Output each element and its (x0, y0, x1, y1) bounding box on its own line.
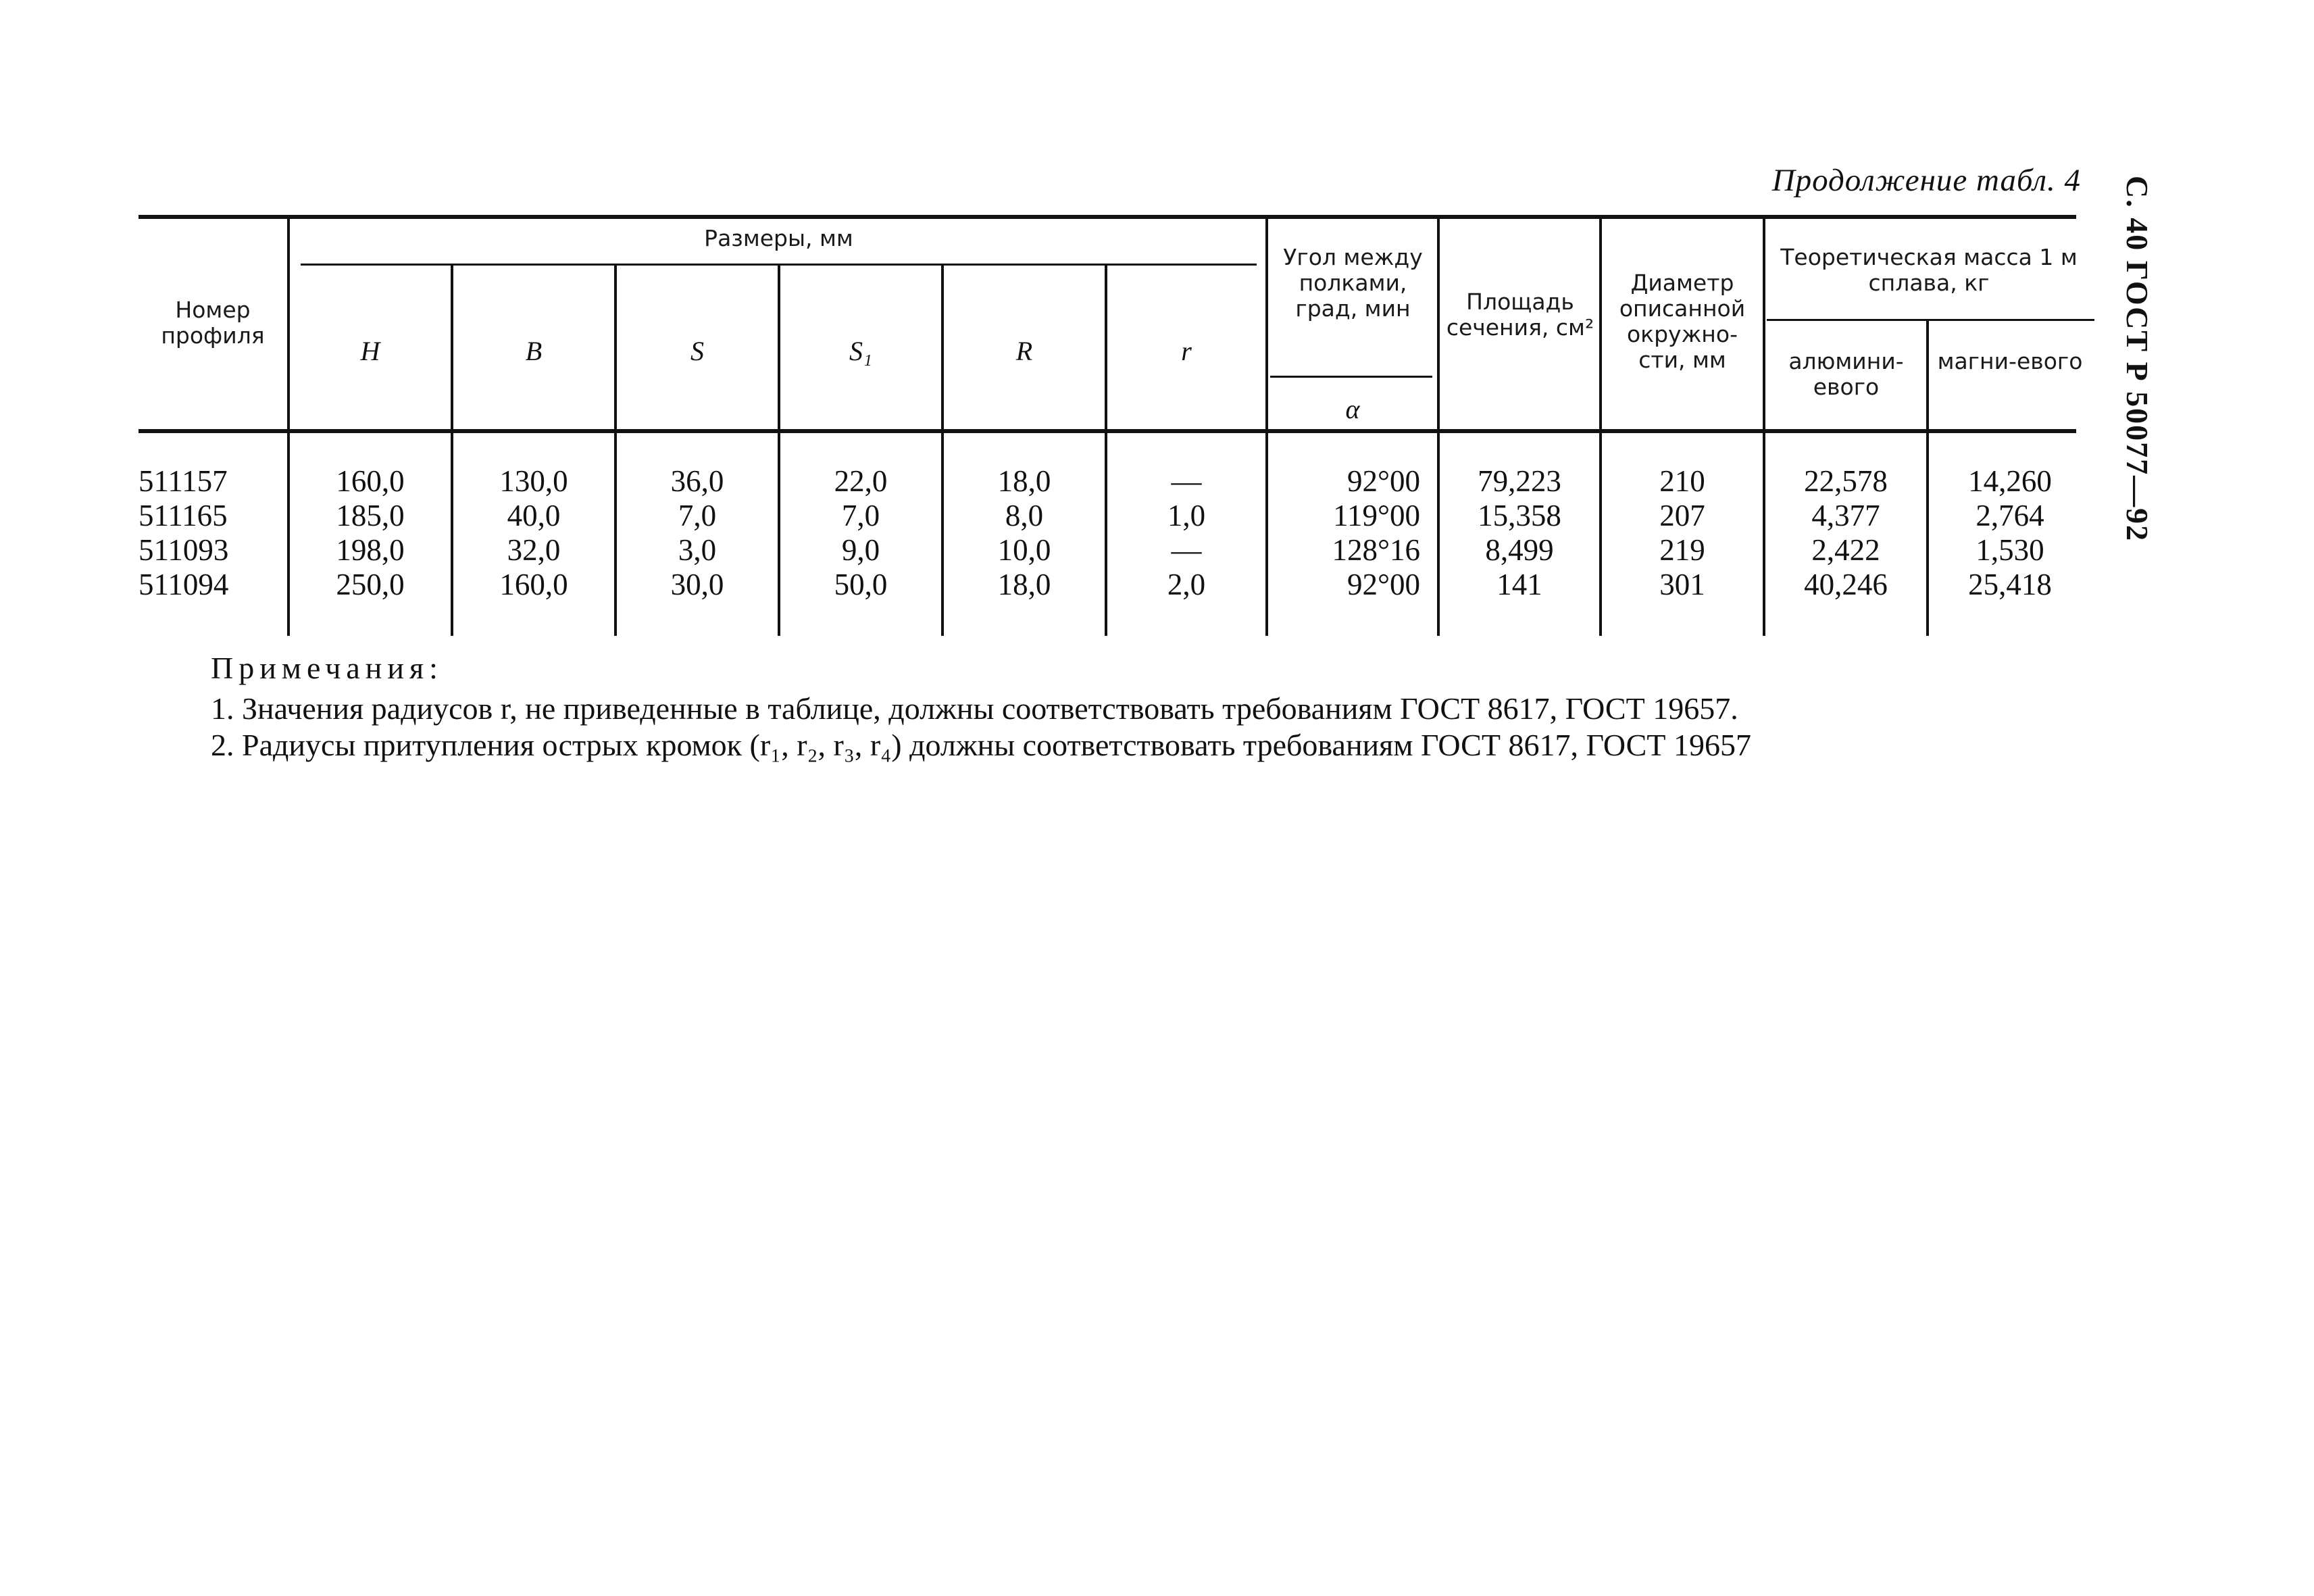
cell-mass-al: 40,246 (1804, 568, 1888, 601)
header-diameter: Диаметр описанной окружно-сти, мм (1619, 270, 1746, 373)
header-B: B (525, 336, 543, 366)
cell-R: 18,0 (997, 568, 1051, 601)
table-top-rule (139, 215, 2076, 219)
header-R: R (1015, 336, 1033, 366)
cell-S: 3,0 (678, 533, 717, 567)
header-H: H (360, 336, 380, 366)
cell-mass-mg: 25,418 (1968, 568, 2052, 601)
cell-B: 32,0 (507, 533, 561, 567)
cell-area: 141 (1496, 568, 1542, 601)
cell-S1: 7,0 (841, 499, 880, 532)
header-mass-aluminium: алюмини-евого (1788, 348, 1904, 400)
cell-profile: 511165 (139, 499, 228, 532)
cell-H: 185,0 (336, 499, 405, 532)
column-divider (1926, 321, 1929, 429)
cell-angle: 92°00 (1347, 568, 1420, 601)
cell-angle: 128°16 (1332, 533, 1420, 567)
header-bottom-rule (139, 429, 2076, 433)
cell-r: 1,0 (1167, 499, 1206, 532)
cell-S1: 9,0 (841, 533, 880, 567)
header-angle: Угол между полками, град, мин (1283, 244, 1423, 322)
column-divider (1437, 219, 1440, 429)
cell-area: 8,499 (1485, 533, 1554, 567)
cell-S: 36,0 (670, 464, 724, 498)
cell-profile: 511094 (139, 568, 229, 601)
cell-B: 160,0 (499, 568, 568, 601)
cell-S1: 22,0 (834, 464, 888, 498)
cell-diameter: 301 (1659, 568, 1705, 601)
header-mass-magnesium: магни-евого (1937, 348, 2083, 374)
header-S: S (690, 336, 704, 366)
cell-B: 40,0 (507, 499, 561, 532)
cell-S1: 50,0 (834, 568, 888, 601)
note-item-2: 2. Радиусы притупления острых кромок (r₁, r₂, r₃, r₄) должны соответствовать требованиям ГОСТ 8617, ГОСТ 19657 (211, 728, 1751, 762)
cell-diameter: 207 (1659, 499, 1705, 532)
cell-mass-mg: 14,260 (1968, 464, 2052, 498)
header-S1: S₁ (849, 336, 872, 366)
cell-diameter: 219 (1659, 533, 1705, 567)
cell-angle: 92°00 (1347, 464, 1420, 498)
header-angle-symbol: α (1345, 394, 1360, 424)
cell-R: 10,0 (997, 533, 1051, 567)
cell-mass-al: 2,422 (1811, 533, 1880, 567)
header-mass-group: Теоретическая масса 1 м сплава, кг (1780, 244, 2078, 296)
cell-profile: 511093 (139, 533, 229, 567)
cell-mass-mg: 1,530 (1976, 533, 2044, 567)
cell-area: 79,223 (1478, 464, 1561, 498)
page-side-label: С. 40 ГОСТ Р 50077—92 (2120, 176, 2155, 543)
cell-mass-al: 4,377 (1811, 499, 1880, 532)
header-r: r (1181, 336, 1192, 366)
column-divider (1763, 219, 1765, 429)
cell-R: 8,0 (1005, 499, 1044, 532)
cell-r: — (1171, 464, 1202, 498)
cell-angle: 119°00 (1333, 499, 1420, 532)
cell-S: 30,0 (670, 568, 724, 601)
cell-profile: 511157 (139, 464, 228, 498)
cell-mass-mg: 2,764 (1976, 499, 2044, 532)
table-continuation-caption: Продолжение табл. 4 (1771, 163, 2081, 198)
cell-r: — (1171, 533, 1202, 567)
cell-R: 18,0 (997, 464, 1051, 498)
cell-S: 7,0 (678, 499, 717, 532)
cell-mass-al: 22,578 (1804, 464, 1888, 498)
mass-group-underline (1767, 319, 2094, 321)
cell-r: 2,0 (1167, 568, 1206, 601)
cell-H: 250,0 (336, 568, 405, 601)
notes-title: Примечания: (211, 651, 443, 685)
cell-B: 130,0 (499, 464, 568, 498)
header-dimensions-group: Размеры, мм (704, 225, 853, 251)
cell-diameter: 210 (1659, 464, 1705, 498)
column-divider (287, 219, 290, 429)
cell-H: 160,0 (336, 464, 405, 498)
angle-symbol-divider (1270, 376, 1432, 378)
cell-area: 15,358 (1478, 499, 1561, 532)
column-divider (1599, 219, 1602, 429)
header-profile-number: Номер профиля (161, 297, 265, 349)
note-item-1: 1. Значения радиусов r, не приведенные в таблице, должны соответствовать требованиям ГОСТ 8617, ГОСТ 19657. (211, 691, 1738, 726)
cell-H: 198,0 (336, 533, 405, 567)
header-area: Площадь сечения, см² (1446, 289, 1594, 341)
